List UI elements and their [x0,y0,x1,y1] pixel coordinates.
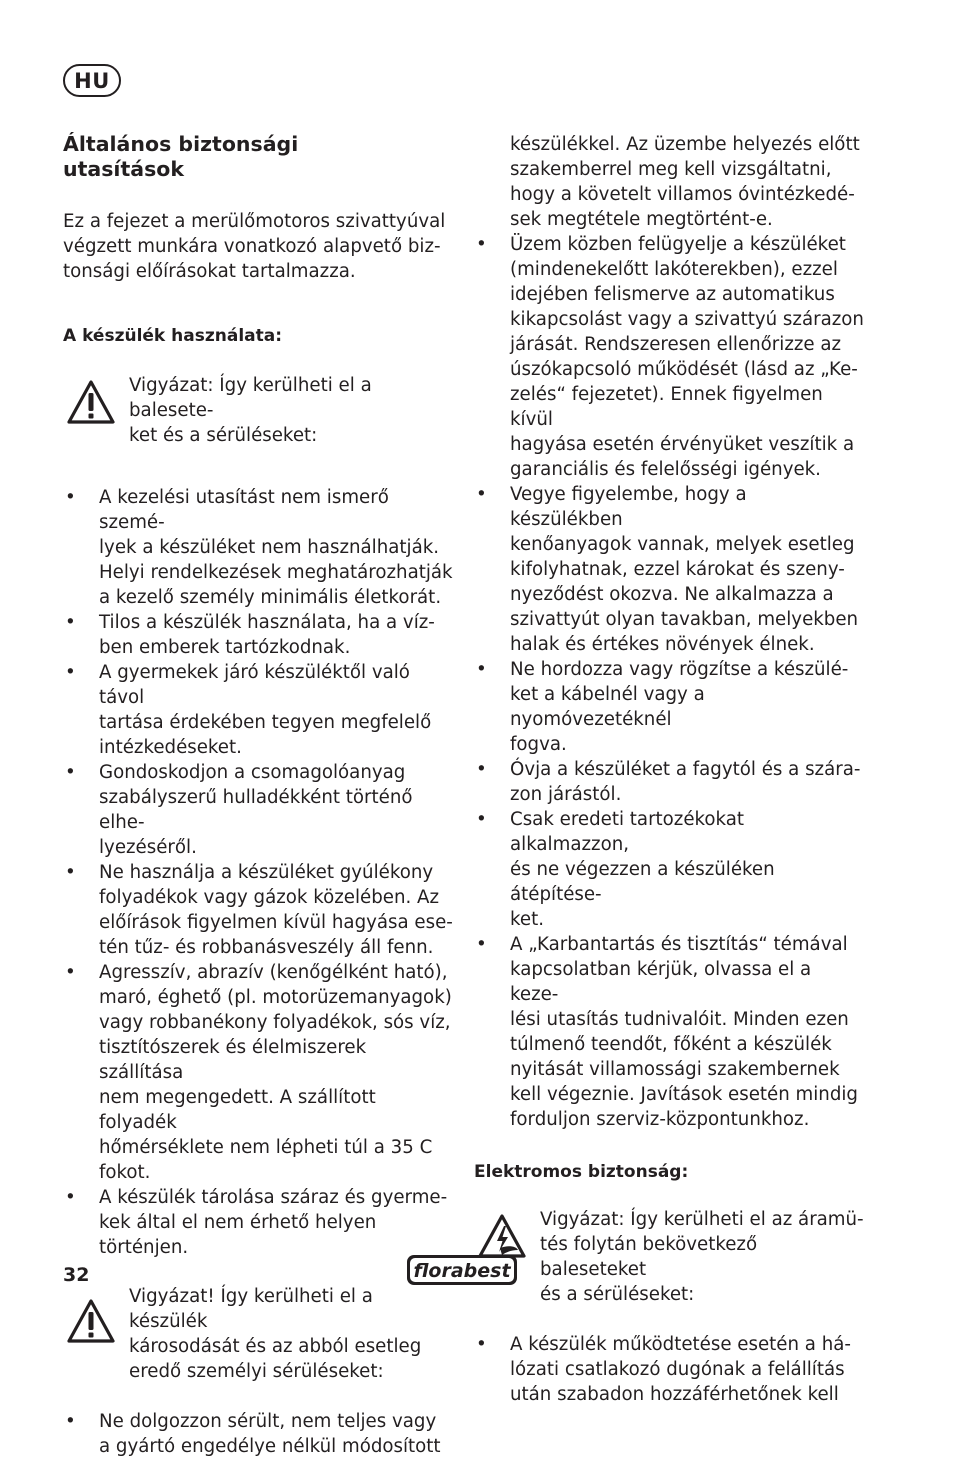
warning-triangle-icon [66,379,116,425]
section-title: Általános biztonsági utasítások [63,132,299,181]
warning-triangle-icon [66,1298,116,1344]
list-item: • Csak eredeti tartozékokat alkalmazzon, és ne végezzen a készüléken átépítése- ket. [476,809,775,930]
list-item: • Ne dolgozzon sérült, nem teljes vagy a gyártó engedélye nélkül módosított [65,1411,441,1457]
safety-bullet-list [63,485,453,1260]
list-item: • Agresszív, abrazív (kenőgélként ható), maró, éghető (pl. motorüzemanyagok) vagy robbanékony folyadékok, sós víz, tisztítószerek és élelmiszerek szállítása nem megengedett. A szállított folyadék hőmérséklete nem lépheti túl a 35 C fokot. [65,962,452,1183]
usage-heading: A készülék használata: [63,326,283,346]
warning-text: Vigyázat! Így kerülheti el a készülék károsodását és az abból esetleg eredő személyi sérüléseket: [129,1286,422,1382]
florabest-logo [404,1244,520,1288]
safety-bullet-list [474,1332,864,1407]
right-column [474,132,864,1407]
list-item: • Vegye figyelembe, hogy a készülékben kenőanyagok vannak, melyek esetleg kifolyhatnak, ezzel károkat és szeny- nyeződést okozva. Ne alkalmazza a szivattyút olyan tavakban, melyekben halak és értékes növények élnek. [476,484,859,655]
page-number: 32 [63,1264,90,1286]
safety-bullet-list [63,1409,453,1459]
warning-block-accident [63,373,453,448]
list-item: • Óvja a készüléket a fagytól és a szára- zon járástól. [476,759,861,805]
logo-wordmark: florabest [413,1260,511,1282]
list-item: • A kezelési utasítást nem ismerő szemé- lyek a készüléket nem használhatják. Helyi rendelkezések meghatározhatják a kezelő személy minimális életkorát. [65,487,453,608]
list-item: • Tilos a készülék használata, ha a víz- ben emberek tartózkodnak. [65,612,435,658]
continuation-paragraph: készülékkel. Az üzembe helyezés előtt szakemberrel meg kell vizsgáltatni, hogy a követelt villamos óvintézkedé- sek megtétele megtörtént-e. [510,134,860,230]
left-column [63,132,453,1459]
list-item: • Ne használja a készüléket gyúlékony folyadékok vagy gázok közelében. Az előírások figyelmen kívül hagyása ese- tén tűz- és robbanásveszély áll fenn. [65,862,453,958]
intro-paragraph: Ez a fejezet a merülőmotoros szivattyúval végzett munkára vonatkozó alapvető biz- tonsági előírásokat tartalmazza. [63,211,446,282]
warning-block-electric [474,1207,864,1307]
list-item: • Ne hordozza vagy rögzítse a készülé- ket a kábelnél vagy a nyomóvezetéknél fogva. [476,659,849,755]
list-item: • A gyermekek járó készüléktől való távol tartása érdekében tegyen megfelelő intézkedéseket. [65,662,432,758]
language-badge: HU [63,64,121,97]
list-item: • Gondoskodjon a csomagolóanyag szabályszerű hulladékként történő elhe- lyezéséről. [65,762,413,858]
safety-bullet-list [474,232,864,1132]
electric-safety-heading: Elektromos biztonság: [474,1162,689,1182]
list-item: • A „Karbantartás és tisztítás“ témával kapcsolatban kérjük, olvassa el a keze- lési utasítás tudnivalóit. Minden ezen túlmenő teendőt, főként a készülék nyitását villamossági szakembernek kell végeznie. Javítások esetén mindig forduljon szerviz-központunkhoz. [476,934,858,1130]
list-item: • A készülék tárolása száraz és gyerme- kek által el nem érhető helyen történjen. [65,1187,448,1258]
warning-text: Vigyázat: Így kerülheti el az áramü- tés folytán bekövetkező baleseteket és a sérüléseket: [540,1209,864,1305]
warning-block-damage [63,1284,453,1384]
list-item: • Üzem közben felügyelje a készüléket (mindenekelőtt lakóterekben), ezzel idejében felismerve az automatikus kikapcsolást vagy a szivattyú szárazon járását. Rendszeresen ellenőrizze az úszókapcsoló működését (lásd az „Ke- zelés“ fejezetet). Ennek figyelmen kívül hagyása esetén érvényüket veszítik a garanciális és felelősségi igények. [476,234,864,480]
list-item: • A készülék működtetése esetén a há- lózati csatlakozó dugónak a felállítás után szabadon hozzáférhetőnek kell [476,1334,851,1405]
warning-text: Vigyázat: Így kerülheti el a balesete- ket és a sérüléseket: [129,375,372,446]
